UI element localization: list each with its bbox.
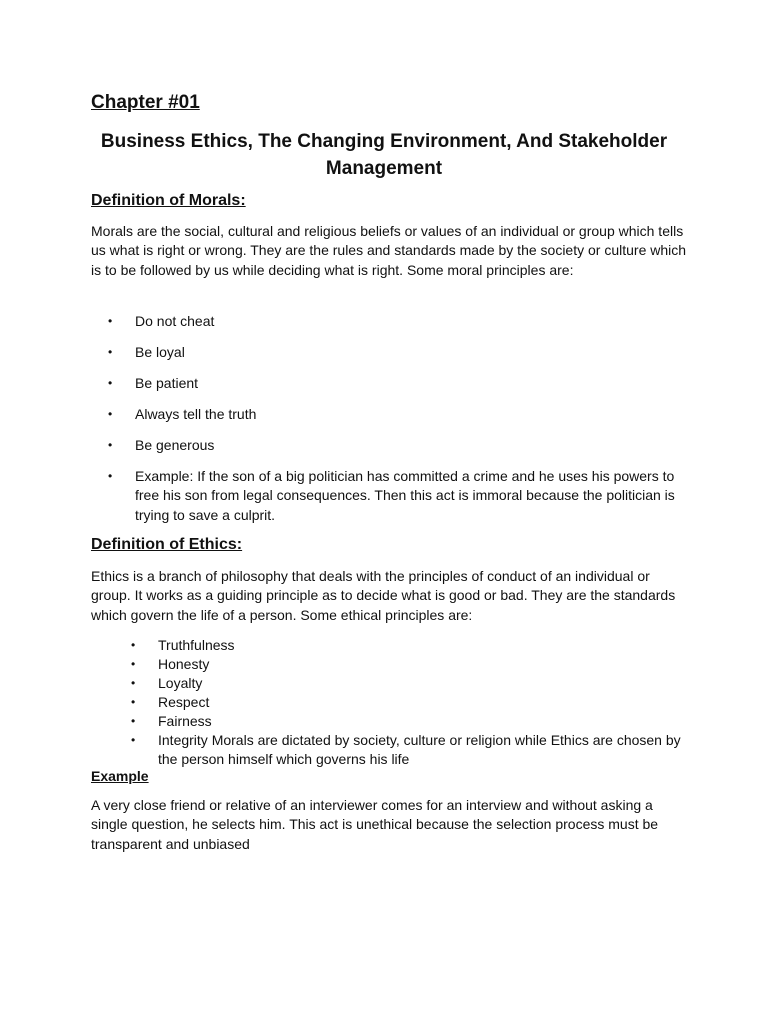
bullet-icon: • [108, 344, 113, 359]
list-item [131, 712, 691, 731]
ethics-heading: Definition of Ethics: [91, 536, 243, 553]
bullet-icon: • [131, 638, 136, 652]
bullet-icon: • [108, 437, 113, 452]
bullet-icon: • [131, 733, 136, 747]
list-item-text: Honesty [158, 656, 210, 672]
morals-paragraph: Morals are the social, cultural and religious beliefs or values of an individual or group which tells us what is right or wrong. They are the rules and standards made by the society or culture which is to be followed by us while deciding what is right. Some moral principles are: [91, 223, 687, 278]
list-item-text: Example: If the son of a big politician has committed a crime and he uses his powers to free his son from legal consequences. Then this act is immoral because the politician is trying to save a culprit. [135, 467, 675, 523]
morals-heading: Definition of Morals: [91, 192, 246, 209]
bullet-icon: • [108, 314, 113, 328]
list-item-text: Respect [158, 694, 210, 710]
list-item-text: Be loyal [135, 343, 185, 360]
list-item-text: Fairness [158, 713, 212, 729]
list-item-text: Truthfulness [158, 637, 235, 653]
list-item-text: Be generous [135, 436, 215, 453]
morals-list [108, 312, 688, 537]
example-paragraph: A very close friend or relative of an interviewer comes for an interview and without asking a single question, he selects him. This act is unethical because the selection process must be transparent and unbiased [91, 797, 659, 852]
list-item-text: Always tell the truth [135, 405, 257, 422]
bullet-icon: • [131, 657, 136, 671]
bullet-icon: • [108, 468, 113, 483]
list-item [131, 674, 691, 693]
bullet-icon: • [108, 406, 113, 421]
list-item-text: Be patient [135, 374, 199, 391]
list-item-text: Do not cheat [135, 313, 215, 329]
list-item-text: Loyalty [158, 675, 203, 691]
bullet-icon: • [131, 714, 136, 728]
chapter-heading: Chapter #01 [91, 92, 200, 113]
list-item [108, 405, 688, 424]
example-heading: Example [91, 768, 149, 784]
list-item [108, 343, 688, 362]
list-item [131, 731, 691, 769]
list-item-text: Integrity Morals are dictated by society, culture or religion while Ethics are chosen by the person himself which governs his life [158, 732, 681, 767]
list-item [131, 655, 691, 674]
bullet-icon: • [131, 695, 136, 709]
list-item [108, 374, 688, 393]
ethics-paragraph: Ethics is a branch of philosophy that deals with the principles of conduct of an individual or group. It works as a guiding principle as to decide what is good or bad. They are the standards which govern the life of a person. Some ethical principles are: [91, 568, 676, 623]
ethics-list [131, 636, 691, 769]
document-title: Business Ethics, The Changing Environment, And Stakeholder Management [100, 131, 668, 179]
list-item [108, 312, 688, 331]
bullet-icon: • [131, 676, 136, 690]
bullet-icon: • [108, 375, 113, 390]
list-item [131, 693, 691, 712]
list-item [131, 636, 691, 655]
list-item [108, 467, 688, 525]
list-item [108, 436, 688, 455]
